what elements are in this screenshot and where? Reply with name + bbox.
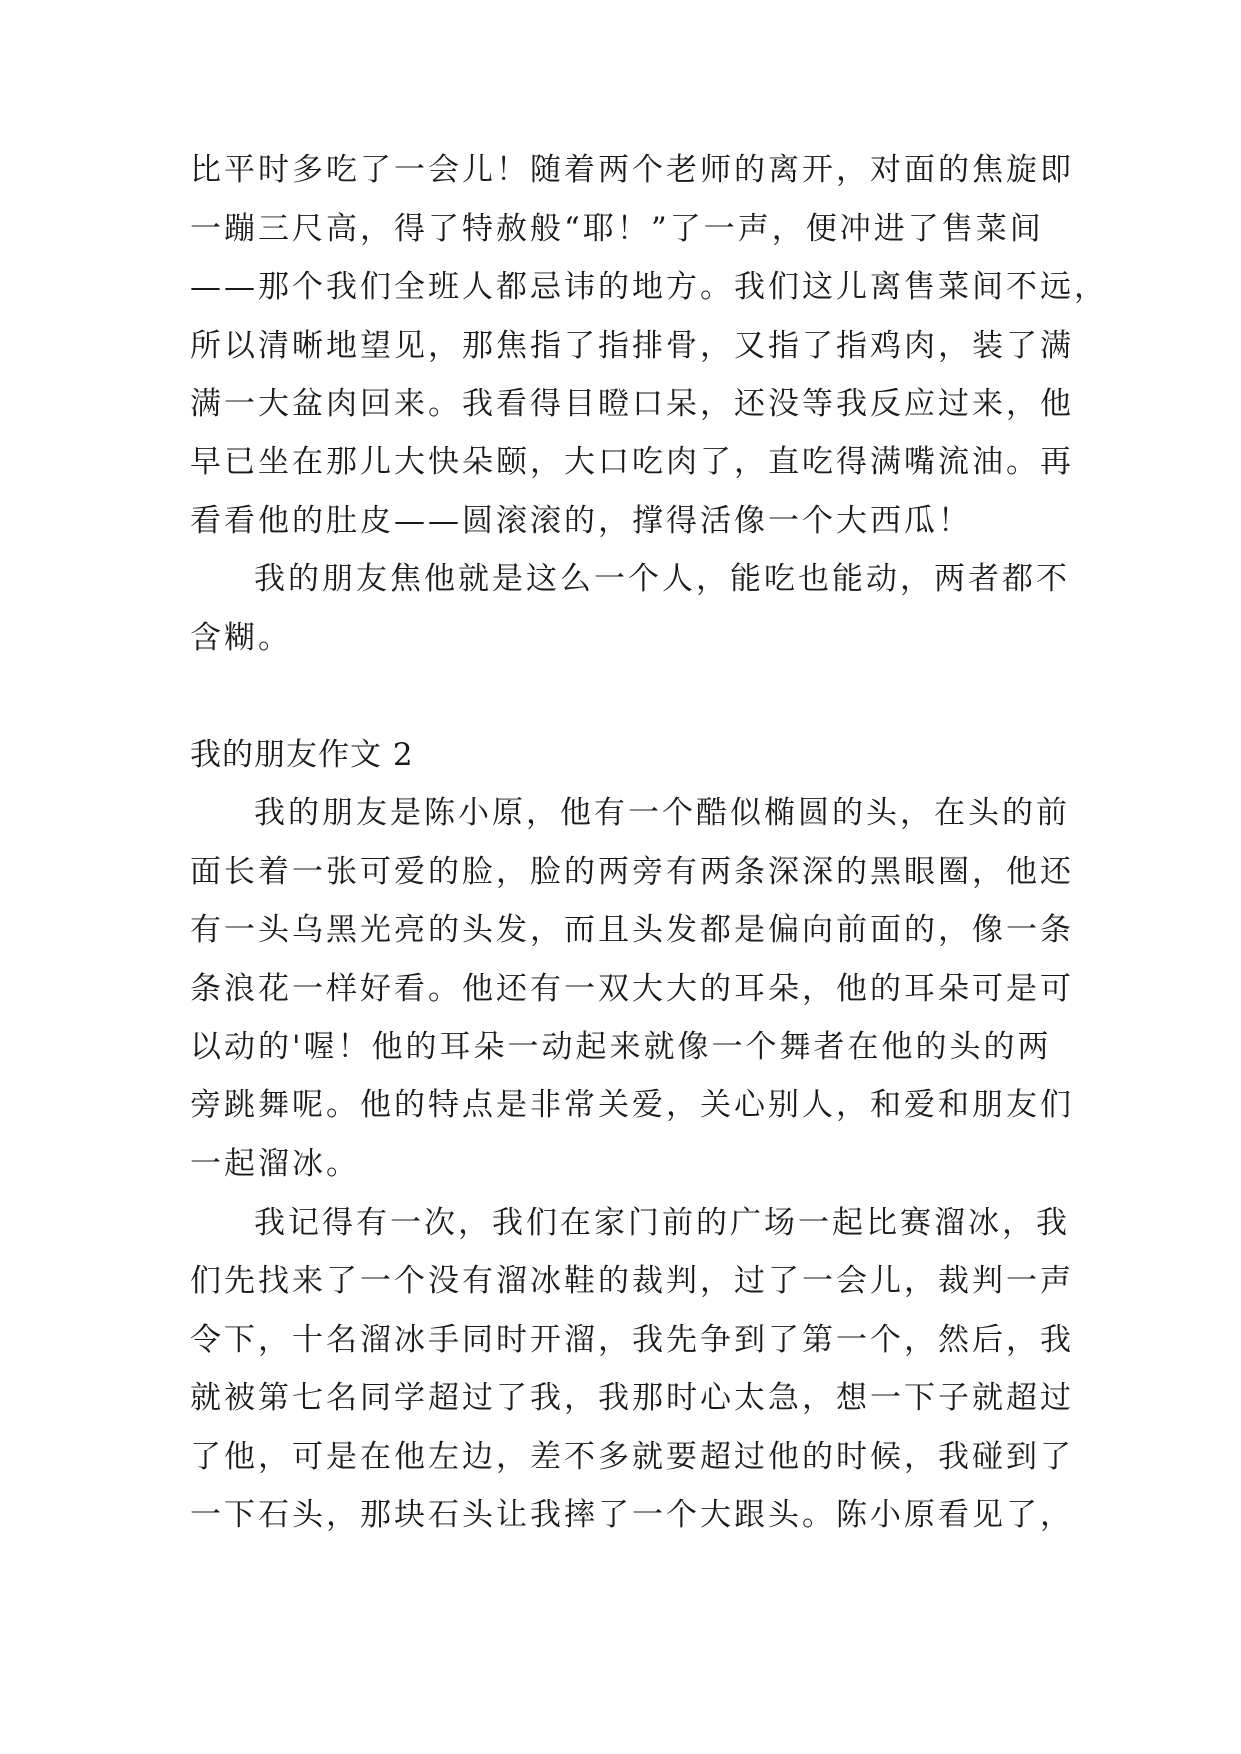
text-line: 一蹦三尺高，得了特赦般“耶！”了一声，便冲进了售菜间 [190, 211, 1044, 247]
text-line: 有一头乌黑光亮的头发，而且头发都是偏向前面的，像一条 [190, 912, 1074, 948]
text-line: 我记得有一次，我们在家门前的广场一起比赛溜冰，我 [254, 1205, 1070, 1241]
text-line: 了他，可是在他左边，差不多就要超过他的时候，我碰到了 [190, 1439, 1074, 1475]
text-line: 含糊。 [190, 620, 292, 656]
text-line: 令下，十名溜冰手同时开溜，我先争到了第一个，然后，我 [190, 1322, 1074, 1358]
text-line: 一起溜冰。 [190, 1146, 360, 1182]
text-line: 以动的'喔！他的耳朵一动起来就像一个舞者在他的头的两 [190, 1029, 1052, 1065]
text-line: 满一大盆肉回来。我看得目瞪口呆，还没等我反应过来，他 [190, 386, 1074, 422]
text-line: 们先找来了一个没有溜冰鞋的裁判，过了一会儿，裁判一声 [190, 1263, 1074, 1299]
text-line: 就被第七名同学超过了我，我那时心太急，想一下子就超过 [190, 1380, 1074, 1416]
text-line: 面长着一张可爱的脸，脸的两旁有两条深深的黑眼圈，他还 [190, 854, 1074, 890]
text-line: 比平时多吃了一会儿！随着两个老师的离开，对面的焦旋即 [190, 152, 1074, 188]
text-line: 早已坐在那儿大快朵颐，大口吃肉了，直吃得满嘴流油。再 [190, 444, 1074, 480]
text-line: 旁跳舞呢。他的特点是非常关爱，关心别人，和爱和朋友们 [190, 1087, 1074, 1123]
text-line: 我的朋友是陈小原，他有一个酷似椭圆的头，在头的前 [254, 795, 1070, 831]
text-line: 看看他的肚皮——圆滚滚的，撑得活像一个大西瓜！ [190, 503, 972, 539]
text-line: ——那个我们全班人都忌讳的地方。我们这儿离售菜间不远， [190, 269, 1108, 305]
text-line: 条浪花一样好看。他还有一双大大的耳朵，他的耳朵可是可 [190, 971, 1074, 1007]
essay-title: 我的朋友作文 2 [190, 737, 414, 773]
text-line: 我的朋友焦他就是这么一个人，能吃也能动，两者都不 [254, 561, 1070, 597]
text-line: 所以清晰地望见，那焦指了指排骨，又指了指鸡肉，装了满 [190, 328, 1074, 364]
text-line: 一下石头，那块石头让我摔了一个大跟头。陈小原看见了， [190, 1497, 1074, 1533]
